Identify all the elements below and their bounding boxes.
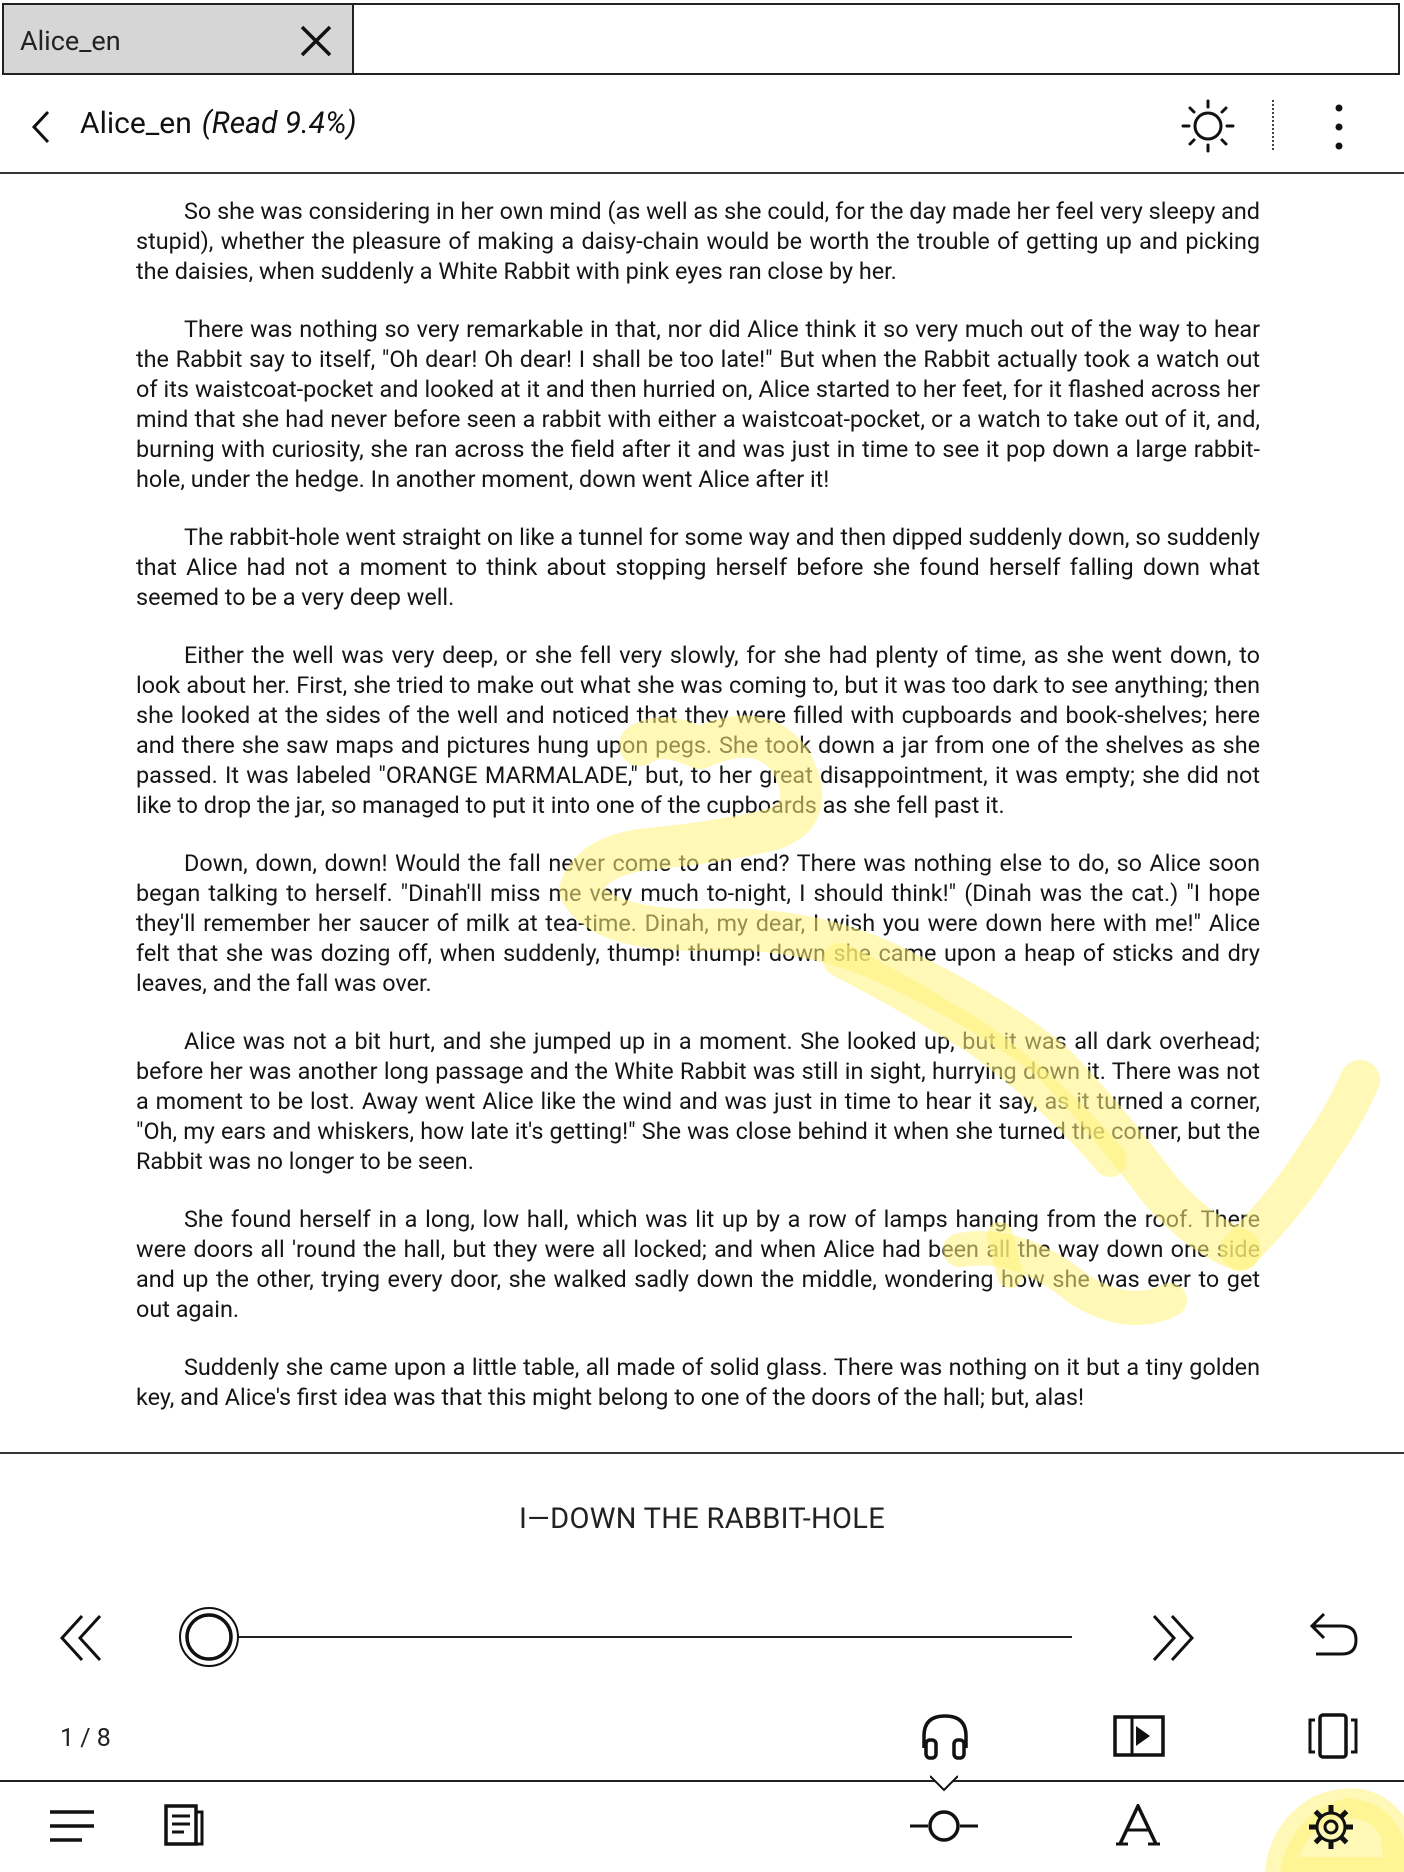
chapter-title: I—DOWN THE RABBIT-HOLE — [519, 1502, 885, 1536]
title-divider — [0, 172, 1404, 174]
back-icon[interactable] — [24, 104, 60, 150]
paragraph: She found herself in a long, low hall, which was lit up by a row of lamps hanging from the roof. There were doors all 'round the hall, but they were all locked; and when Alice had been all the way down one side and up the other, trying every door, she walked sadly down the middle, wondering how she was ever to get out again. — [136, 1205, 1260, 1323]
title-separator — [1272, 100, 1274, 150]
paragraph: Suddenly she came upon a little table, all made of solid glass. There was nothing on it but a tiny golden key, and Alice's first idea was that this might belong to one of the doors of the hall; but, alas! — [136, 1353, 1260, 1411]
tab-alice[interactable] — [4, 5, 354, 73]
paragraph: There was nothing so very remarkable in that, nor did Alice think it so very much out of the way to hear the Rabbit say to itself, "Oh dear! Oh dear! I shall be too late!" But when the Rabbit actually took a watch out of its waistcoat-pocket and looked at it and then hurried on, Alice started to her feet, for it flashed across her mind that she had never before seen a rabbit with either a waistcoat-pocket, or a watch to take out of it, and, burning with curiosity, she ran across the field after it and was just in time to see it pop down a large rabbit-hole, under the hedge. In another moment, down went Alice after it! — [136, 315, 1260, 493]
gear-icon[interactable] — [1306, 1802, 1356, 1852]
paragraph: Either the well was very deep, or she fell very slowly, for she had plenty of time, as she went down, to look about her. First, she tried to make out what she was coming to, but it was too dark to see anything; then she looked at the sides of the well and noticed that they were filled with cupboards and book-shelves; here and there she saw maps and pictures hung upon pegs. She took down a jar from one of the shelves as she passed. It was labeled "ORANGE MARMALADE," but, to her great disappointment, it was empty; she did not like to drop the jar, so managed to put it into one of the cupboards as she fell past it. — [136, 641, 1260, 819]
read-progress: (Read 9.4%) — [201, 106, 357, 141]
sun-icon[interactable] — [1180, 98, 1236, 154]
paragraph: Down, down, down! Would the fall never come to an end? There was nothing else to do, so Alice soon began talking to herself. "Dinah'll miss me very much to-night, I should think!" (Dinah was the cat.) "I hope they'll remember her saucer of milk at tea-time. Dinah, my dear, I wish you were down here with me!" Alice felt that she was dozing off, when suddenly, thump! thump! down she came upon a heap of sticks and dry leaves, and the fall was over. — [136, 849, 1260, 997]
reader-divider — [0, 1452, 1404, 1454]
paragraph: So she was considering in her own mind (as well as she could, for the day made her feel very sleepy and stupid), whether the pleasure of making a daisy-chain would be worth the trouble of getting up and picking the daisies, when suddenly a White Rabbit with pink eyes ran close by her. — [136, 197, 1260, 285]
reading-pane[interactable] — [136, 196, 1260, 1450]
list-icon[interactable] — [48, 1806, 96, 1846]
page-layout-icon[interactable] — [1306, 1712, 1360, 1760]
tab-label: Alice_en — [20, 25, 121, 57]
tab-strip — [2, 3, 1400, 75]
play-box-icon[interactable] — [1112, 1714, 1166, 1758]
book-name: Alice_en — [80, 106, 192, 141]
paragraph: The rabbit-hole went straight on like a tunnel for some way and then dipped suddenly down, so suddenly that Alice had not a moment to think about stopping herself before she found herself falling down what seemed to be a very deep well. — [136, 523, 1260, 611]
toolbar-pointer — [930, 1774, 958, 1792]
toolbar-divider — [0, 1780, 1404, 1782]
book-title — [80, 106, 357, 141]
close-icon[interactable] — [298, 23, 334, 59]
double-chevron-left-icon[interactable] — [56, 1612, 108, 1664]
more-vertical-icon[interactable] — [1324, 100, 1354, 154]
double-chevron-right-icon[interactable] — [1146, 1612, 1198, 1664]
title-bar — [0, 92, 1404, 172]
brightness-slider-icon[interactable] — [908, 1806, 980, 1846]
page-counter: 1 / 8 — [60, 1724, 111, 1753]
notes-icon[interactable] — [160, 1802, 208, 1848]
font-icon[interactable] — [1116, 1804, 1160, 1846]
undo-icon[interactable] — [1306, 1606, 1362, 1662]
headphones-icon[interactable] — [918, 1710, 972, 1762]
progress-slider-track[interactable] — [236, 1636, 1072, 1638]
paragraph: Alice was not a bit hurt, and she jumped up in a moment. She looked up, but it was all dark overhead; before her was another long passage and the White Rabbit was still in sight, hurrying down it. There was not a moment to be lost. Away went Alice like the wind and was just in time to hear it say, as it turned a corner, "Oh, my ears and whiskers, how late it's getting!" She was close behind it when she turned the corner, but the Rabbit was no longer to be seen. — [136, 1027, 1260, 1175]
progress-slider-handle[interactable] — [178, 1606, 240, 1668]
